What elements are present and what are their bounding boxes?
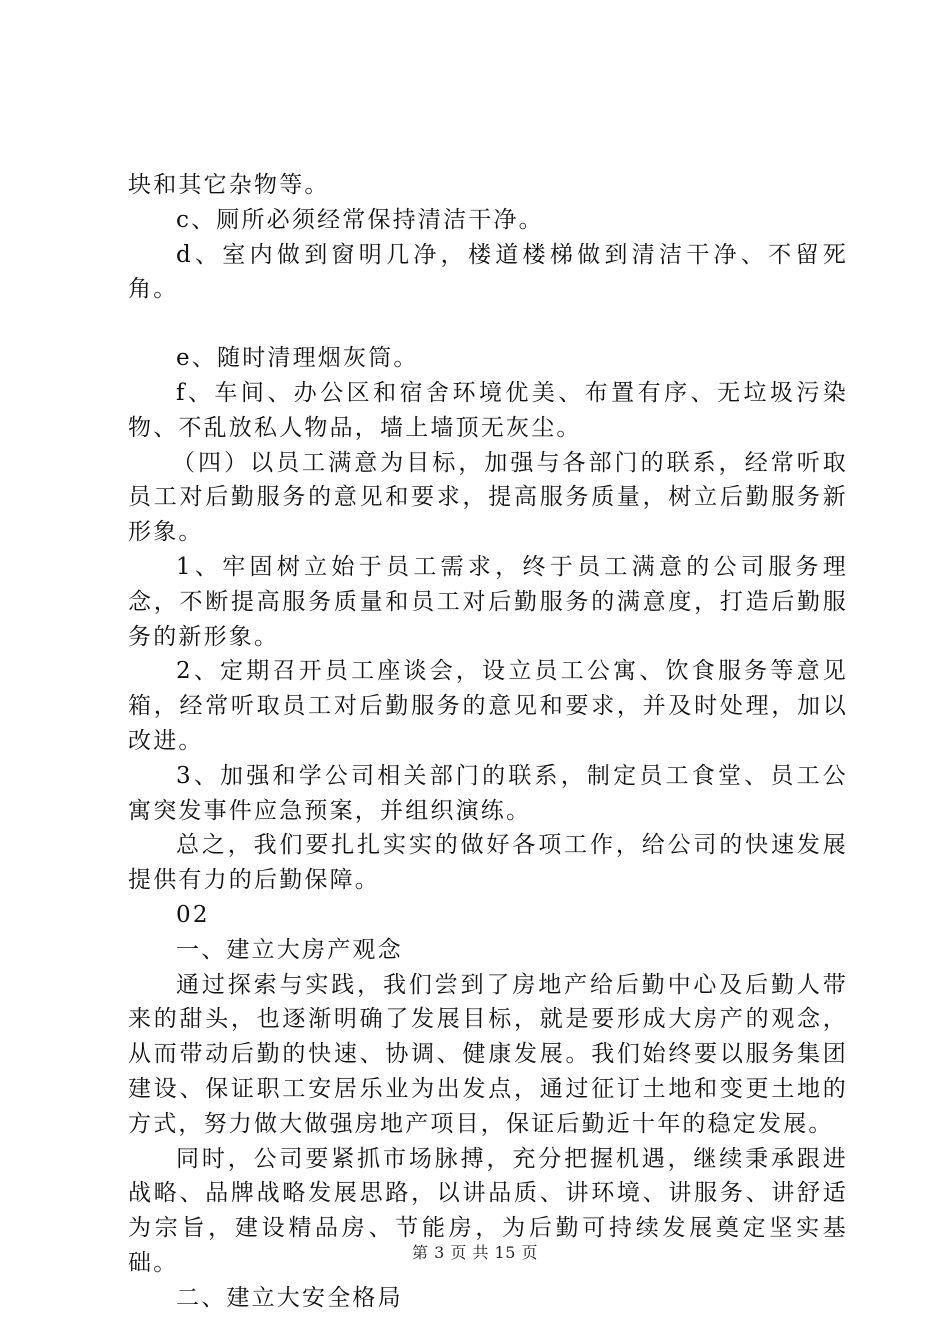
paragraph-item-c: c、厕所必须经常保持清洁干净。 bbox=[176, 206, 544, 233]
heading-real-estate: 一、建立大房产观念 bbox=[176, 936, 403, 963]
heading-safety: 二、建立大安全格局 bbox=[176, 1284, 403, 1311]
paragraph-item-d: d、室内做到窗明几净，楼道楼梯做到清洁干净、不留死角。 bbox=[128, 241, 848, 303]
page-number-label: 第 3 页 共 15 页 bbox=[412, 1243, 538, 1262]
paragraph-item-e: e、随时清理烟灰筒。 bbox=[176, 345, 419, 372]
page-footer bbox=[0, 1240, 950, 1263]
paragraph-continuation: 块和其它杂物等。 bbox=[128, 172, 330, 198]
paragraph-section-four: （四）以员工满意为目标，加强与各部门的联系，经常听取员工对后勤服务的意见和要求，提高服务质量，树立后勤服务新形象。 bbox=[128, 449, 848, 546]
paragraph-real-estate-body: 通过探索与实践，我们尝到了房地产给后勤中心及后勤人带来的甜头，也逐渐明确了发展目标，就是要形成大房产的观念，从而带动后勤的快速、协调、健康发展。我们始终要以服务集团建设、保证职工安居乐业为出发点，通过征订土地和变更土地的方式，努力做大做强房地产项目，保证后勤近十年的稳定发展。 bbox=[128, 971, 848, 1137]
paragraph-summary: 总之，我们要扎扎实实的做好各项工作，给公司的快速发展提供有力的后勤保障。 bbox=[128, 832, 848, 894]
paragraph-item-2: 2、定期召开员工座谈会，设立员工公寓、饮食服务等意见箱，经常听取员工对后勤服务的意见和要求，并及时处理，加以改进。 bbox=[128, 658, 848, 754]
paragraph-item-3: 3、加强和学公司相关部门的联系，制定员工食堂、员工公寓突发事件应急预案，并组织演练。 bbox=[128, 762, 848, 824]
document-body bbox=[128, 168, 848, 1316]
paragraph-item-f: f、车间、办公区和宿舍环境优美、布置有序、无垃圾污染物、不乱放私人物品，墙上墙顶无灰尘。 bbox=[128, 379, 848, 441]
paragraph-market-strategy: 同时，公司要紧抓市场脉搏，充分把握机遇，继续秉承跟进战略、品牌战略发展思路，以讲品质、讲环境、讲服务、讲舒适为宗旨，建设精品房、节能房，为后勤可持续发展奠定坚实基础。 bbox=[128, 1145, 848, 1276]
section-number: 02 bbox=[176, 901, 210, 928]
paragraph-item-1: 1、牢固树立始于员工需求，终于员工满意的公司服务理念，不断提高服务质量和员工对后勤服务的满意度，打造后勤服务的新形象。 bbox=[128, 553, 848, 650]
